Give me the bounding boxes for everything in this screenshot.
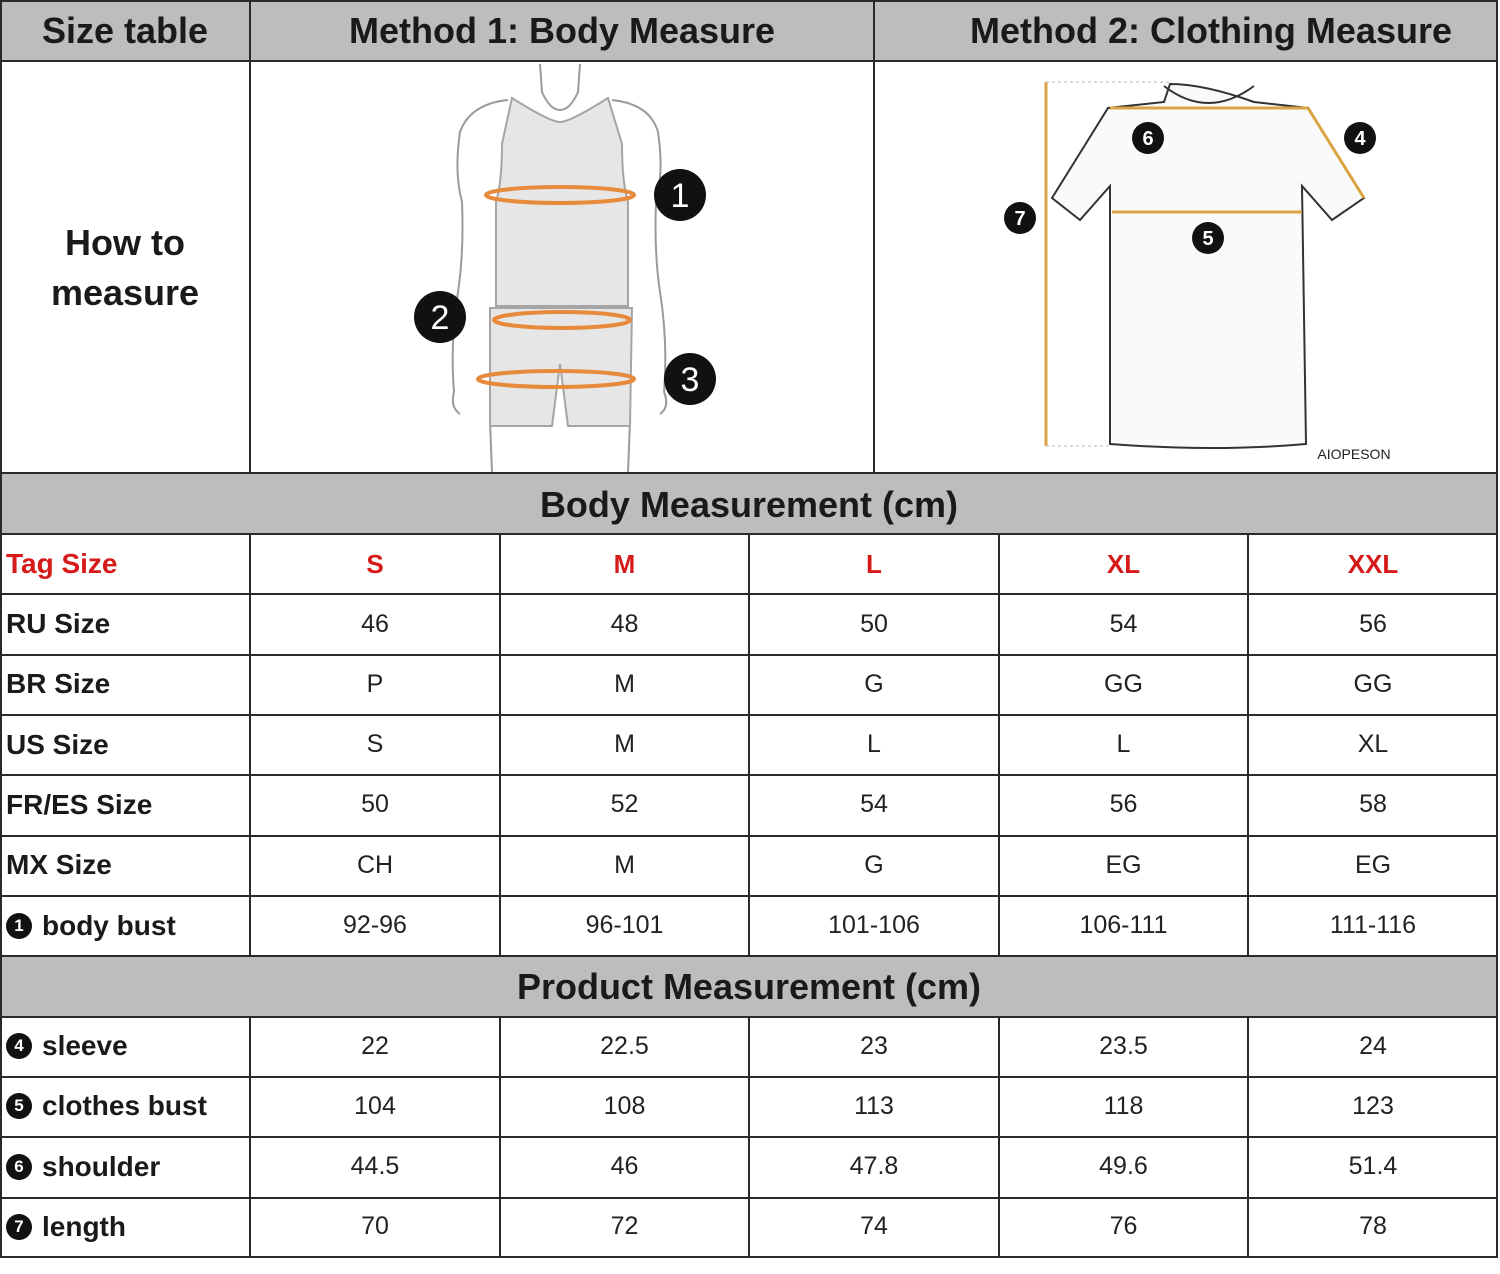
cell-mx-size-s: CH xyxy=(356,850,394,879)
marker-6-badge: 6 xyxy=(6,1154,32,1180)
marker-7-badge: 7 xyxy=(6,1214,32,1240)
tag-size-s: S xyxy=(366,548,384,579)
cell-us-size-m: M xyxy=(614,730,635,759)
cell-us-size-l: L xyxy=(867,730,881,759)
cell-br-size-l: G xyxy=(864,669,884,698)
cell-length-s: 70 xyxy=(361,1212,389,1241)
cell-sleeve-xl: 23.5 xyxy=(1099,1031,1148,1060)
row-label-sleeve xyxy=(0,1016,250,1076)
size-table-title: Size table xyxy=(41,10,209,51)
cell-fr-es-size-s: 50 xyxy=(361,790,389,819)
method1-title: Method 1: Body Measure xyxy=(348,10,776,51)
cell-br-size-xl: GG xyxy=(1104,669,1143,698)
tshirt-shape xyxy=(1052,84,1364,448)
row-label-text: shoulder xyxy=(42,1150,161,1182)
marker-7-label: 7 xyxy=(1014,208,1026,230)
row-label-shoulder xyxy=(0,1137,250,1197)
cell-ru-size-l: 50 xyxy=(860,609,888,638)
cell-fr-es-size-xl: 56 xyxy=(1109,790,1138,819)
cell-clothes-bust-l: 113 xyxy=(854,1091,894,1120)
cell-br-size-s: P xyxy=(366,669,384,698)
marker-5-label: 5 xyxy=(1202,228,1214,250)
row-label-text: MX Size xyxy=(6,849,112,881)
cell-shoulder-m: 46 xyxy=(610,1152,639,1181)
cell-ru-size-xxl: 56 xyxy=(1359,609,1387,638)
how-to-line2: measure xyxy=(50,272,200,313)
row-label-text: US Size xyxy=(6,728,109,760)
tag-size-label: Tag Size xyxy=(6,548,118,579)
cell-ru-size-m: 48 xyxy=(610,609,639,638)
cell-length-l: 74 xyxy=(860,1212,888,1241)
marker-1-badge: 1 xyxy=(6,913,32,939)
cell-mx-size-l: G xyxy=(864,850,884,879)
cell-us-size-xxl: XL xyxy=(1357,730,1389,759)
cell-shoulder-xxl: 51.4 xyxy=(1348,1152,1398,1181)
cell-us-size-s: S xyxy=(366,730,384,759)
cell-shoulder-s: 44.5 xyxy=(350,1152,400,1181)
cell-sleeve-s: 22 xyxy=(361,1031,389,1060)
cell-clothes-bust-xxl: 123 xyxy=(1352,1091,1394,1120)
row-label-text: sleeve xyxy=(42,1030,128,1061)
cell-fr-es-size-l: 54 xyxy=(860,790,888,819)
product-measurement-title: Product Measurement (cm) xyxy=(516,966,982,1007)
cell-mx-size-xxl: EG xyxy=(1354,850,1392,879)
tag-size-xxl: XXL xyxy=(1347,548,1399,579)
row-label-text: length xyxy=(42,1210,126,1242)
cell-sleeve-xxl: 24 xyxy=(1359,1031,1387,1060)
cell-shoulder-xl: 49.6 xyxy=(1099,1152,1148,1181)
body-measure-diagram xyxy=(250,62,874,474)
cell-fr-es-size-xxl: 58 xyxy=(1359,790,1387,819)
marker-4-badge: 4 xyxy=(6,1033,32,1059)
cell-fr-es-size-m: 52 xyxy=(610,790,639,819)
marker-4-label: 4 xyxy=(1354,128,1366,150)
how-to-line1: How to xyxy=(65,222,185,263)
marker-6-label: 6 xyxy=(1142,128,1154,150)
body-measurement-title: Body Measurement (cm) xyxy=(539,484,959,525)
row-label-mx-size xyxy=(0,835,250,895)
cell-clothes-bust-xl: 118 xyxy=(1103,1091,1144,1120)
row-label-ru-size xyxy=(0,594,250,654)
marker-5-badge: 5 xyxy=(6,1093,32,1119)
cell-mx-size-m: M xyxy=(614,850,635,879)
tag-size-xl: XL xyxy=(1106,548,1141,579)
cell-body-bust-xl: 106-111 xyxy=(1079,911,1168,939)
cell-sleeve-l: 23 xyxy=(860,1031,888,1060)
cell-body-bust-s: 92-96 xyxy=(343,911,407,939)
marker-2-label: 2 xyxy=(430,299,450,337)
cell-length-xxl: 78 xyxy=(1359,1212,1387,1241)
brand-label: AIOPESON xyxy=(1317,446,1391,462)
cell-ru-size-s: 46 xyxy=(361,609,389,638)
method2-title: Method 2: Clothing Measure xyxy=(969,10,1452,51)
cell-sleeve-m: 22.5 xyxy=(600,1031,649,1060)
row-label-text: RU Size xyxy=(6,608,111,639)
how-to-measure xyxy=(0,62,250,474)
row-label-fr-es-size xyxy=(0,775,250,835)
cell-br-size-xxl: GG xyxy=(1353,669,1393,698)
row-label-text: BR Size xyxy=(6,668,111,700)
tag-size-m: M xyxy=(613,548,636,579)
cell-body-bust-m: 96-101 xyxy=(585,911,664,939)
row-label-text: FR/ES Size xyxy=(6,788,153,820)
row-label-clothes-bust xyxy=(0,1076,250,1136)
cell-clothes-bust-m: 108 xyxy=(603,1091,646,1120)
cell-us-size-xl: L xyxy=(1116,730,1131,759)
cell-br-size-m: M xyxy=(614,669,635,698)
cell-shoulder-l: 47.8 xyxy=(849,1152,899,1181)
row-label-us-size xyxy=(0,715,250,775)
cell-length-m: 72 xyxy=(610,1212,639,1241)
cell-body-bust-l: 101-106 xyxy=(828,911,920,939)
cell-clothes-bust-s: 104 xyxy=(354,1091,396,1120)
marker-3-label: 3 xyxy=(680,361,700,399)
row-label-length xyxy=(0,1197,250,1257)
row-label-body-bust xyxy=(0,896,250,956)
cell-body-bust-xxl: 111-116 xyxy=(1329,911,1417,939)
cell-ru-size-xl: 54 xyxy=(1109,609,1138,638)
cell-mx-size-xl: EG xyxy=(1105,850,1142,879)
marker-1-label: 1 xyxy=(670,177,690,215)
row-label-text: body bust xyxy=(42,909,176,941)
row-label-text: clothes bust xyxy=(42,1090,207,1122)
row-label-br-size xyxy=(0,654,250,714)
shirt-measure-diagram xyxy=(874,62,1498,474)
tag-size-l: L xyxy=(866,548,882,579)
cell-length-xl: 76 xyxy=(1109,1212,1138,1241)
